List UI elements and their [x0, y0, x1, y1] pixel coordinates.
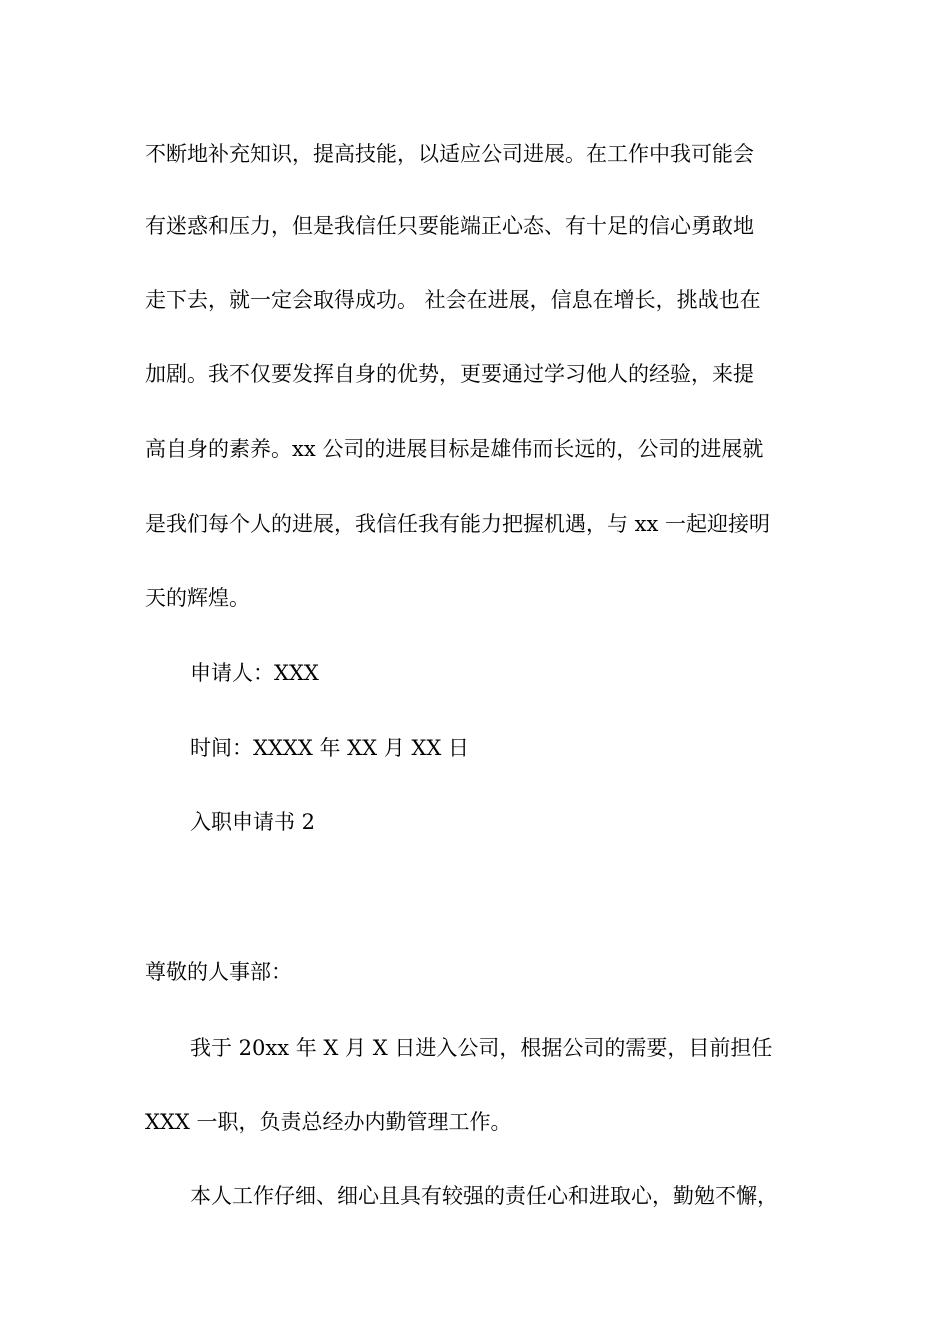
paragraph-line: 高自身的素养。xx 公司的进展目标是雄伟而长远的，公司的进展就 [145, 437, 764, 461]
section-title: 入职申请书 2 [190, 810, 316, 834]
paragraph-line: 加剧。我不仅要发挥自身的优势，更要通过学习他人的经验，来提 [145, 362, 754, 386]
applicant-line: 申请人：XXX [190, 661, 319, 685]
salutation: 尊敬的人事部： [145, 960, 292, 984]
paragraph-line: 走下去，就一定会取得成功。 社会在进展，信息在增长，挑战也在 [145, 288, 761, 312]
paragraph-line: 不断地补充知识，提高技能，以适应公司进展。在工作中我可能会 [145, 142, 754, 166]
paragraph-line: 本人工作仔细、细心且具有较强的责任心和进取心，勤勉不懈， [190, 1184, 778, 1208]
date-line: 时间：XXXX 年 XX 月 XX 日 [190, 736, 469, 760]
paragraph-line: 天的辉煌。 [145, 586, 250, 610]
paragraph-line: XXX 一职，负责总经办内勤管理工作。 [145, 1110, 512, 1134]
paragraph-line: 有迷惑和压力，但是我信任只要能端正心态、有十足的信心勇敢地 [145, 214, 754, 238]
paragraph-line: 我于 20xx 年 X 月 X 日进入公司，根据公司的需要，目前担任 [190, 1036, 773, 1060]
paragraph-line: 是我们每个人的进展，我信任我有能力把握机遇，与 xx 一起迎接明 [145, 512, 771, 536]
